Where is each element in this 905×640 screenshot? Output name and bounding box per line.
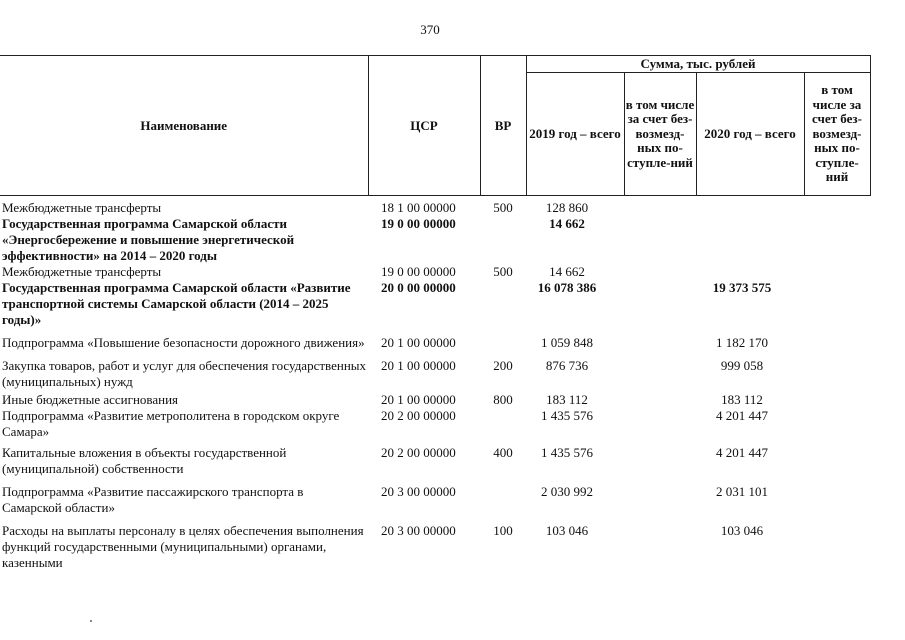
row-name: Подпрограмма «Развитие пассажирского транспорта в Самарской области» bbox=[2, 484, 304, 515]
row-vr: 800 bbox=[493, 392, 513, 407]
row-vr: 200 bbox=[493, 358, 513, 373]
table-row bbox=[0, 440, 870, 477]
row-2020-gratuitous bbox=[804, 408, 870, 440]
row-2020-total: 103 046 bbox=[720, 523, 764, 538]
row-2019-gratuitous bbox=[624, 216, 696, 264]
row-name: Капитальные вложения в объекты государственной (муниципальной) собственности bbox=[2, 445, 287, 476]
row-2020-total: 999 058 bbox=[720, 358, 764, 373]
row-2020-gratuitous bbox=[804, 196, 870, 217]
row-2019-total: 2 030 992 bbox=[541, 484, 593, 499]
row-name: Подпрограмма «Повышение безопасности дорожного движения» bbox=[2, 335, 365, 350]
row-vr bbox=[480, 216, 526, 264]
row-csr: 19 0 00 00000 bbox=[381, 216, 456, 231]
row-vr: 400 bbox=[493, 445, 513, 460]
header-2020-gratuitous: в том числе за счет без-возмезд-ных по-ступле-ний bbox=[804, 73, 870, 196]
row-2019-total: 1 059 848 bbox=[541, 335, 593, 350]
row-2020-total: 4 201 447 bbox=[716, 445, 768, 460]
row-csr: 19 0 00 00000 bbox=[381, 264, 456, 279]
row-csr: 20 2 00 00000 bbox=[381, 445, 456, 460]
row-2020-gratuitous bbox=[804, 477, 870, 516]
row-2020-gratuitous bbox=[804, 216, 870, 264]
row-csr: 20 2 00 00000 bbox=[381, 408, 456, 423]
row-2019-total: 128 860 bbox=[545, 200, 589, 215]
header-row-top bbox=[0, 56, 870, 73]
row-csr: 20 3 00 00000 bbox=[381, 484, 456, 499]
row-2019-gratuitous bbox=[624, 280, 696, 328]
row-vr bbox=[480, 328, 526, 351]
header-name: Наименование bbox=[0, 56, 368, 196]
row-vr: 500 bbox=[493, 264, 513, 279]
row-2019-total: 14 662 bbox=[549, 216, 585, 231]
row-2020-total: 19 373 575 bbox=[712, 280, 772, 295]
row-2019-gratuitous bbox=[624, 264, 696, 280]
row-csr: 18 1 00 00000 bbox=[381, 200, 456, 215]
row-2020-gratuitous bbox=[804, 516, 870, 571]
row-name: Расходы на выплаты персоналу в целях обеспечения выполнения функций государственными (муниципальными) органами, казенными bbox=[2, 523, 364, 570]
row-2019-gratuitous bbox=[624, 408, 696, 440]
row-vr bbox=[480, 280, 526, 328]
row-2019-total: 16 078 386 bbox=[537, 280, 597, 295]
row-2020-gratuitous bbox=[804, 351, 870, 390]
row-2019-gratuitous bbox=[624, 516, 696, 571]
row-2019-total: 876 736 bbox=[545, 358, 589, 373]
row-2019-gratuitous bbox=[624, 196, 696, 217]
table-row bbox=[0, 280, 870, 328]
row-2019-total: 14 662 bbox=[549, 264, 585, 279]
row-2019-gratuitous bbox=[624, 390, 696, 408]
scan-speck bbox=[90, 620, 92, 622]
table-row bbox=[0, 216, 870, 264]
row-name: Подпрограмма «Развитие метрополитена в городском округе Самара» bbox=[2, 408, 340, 439]
row-2020-total: 1 182 170 bbox=[716, 335, 768, 350]
header-vr: ВР bbox=[480, 56, 526, 196]
header-2019-total: 2019 год – всего bbox=[526, 73, 624, 196]
row-vr: 100 bbox=[493, 523, 513, 538]
row-name: Закупка товаров, работ и услуг для обеспечения государственных (муниципальных) нужд bbox=[2, 358, 367, 389]
row-2019-total: 183 112 bbox=[546, 392, 588, 407]
row-name: Межбюджетные трансферты bbox=[2, 200, 162, 215]
page-number: 370 bbox=[420, 22, 440, 37]
row-2020-total: 2 031 101 bbox=[716, 484, 768, 499]
budget-table bbox=[0, 55, 871, 571]
row-2019-gratuitous bbox=[624, 328, 696, 351]
table-row bbox=[0, 328, 870, 351]
row-2019-total: 103 046 bbox=[545, 523, 589, 538]
table-body bbox=[0, 196, 870, 572]
row-vr: 500 bbox=[493, 200, 513, 215]
header-csr: ЦСР bbox=[368, 56, 480, 196]
row-vr bbox=[480, 477, 526, 516]
row-csr: 20 3 00 00000 bbox=[381, 523, 456, 538]
table-row bbox=[0, 264, 870, 280]
header-sum-group: Сумма, тыс. рублей bbox=[526, 56, 870, 73]
row-2019-total: 1 435 576 bbox=[541, 445, 593, 460]
header-2020-total: 2020 год – всего bbox=[696, 73, 804, 196]
table-row bbox=[0, 516, 870, 571]
row-csr: 20 0 00 00000 bbox=[381, 280, 456, 295]
table-row bbox=[0, 196, 870, 217]
row-2020-total bbox=[696, 216, 804, 264]
row-vr bbox=[480, 408, 526, 440]
row-name: Государственная программа Самарской области «Развитие транспортной системы Самарской области (2014 – 2025 годы)» bbox=[2, 280, 351, 327]
row-csr: 20 1 00 00000 bbox=[381, 358, 456, 373]
row-2020-gratuitous bbox=[804, 328, 870, 351]
row-2020-total bbox=[696, 196, 804, 217]
row-name: Иные бюджетные ассигнования bbox=[2, 392, 179, 407]
table-row bbox=[0, 390, 870, 408]
row-csr: 20 1 00 00000 bbox=[381, 335, 456, 350]
row-2020-total bbox=[696, 264, 804, 280]
table-row bbox=[0, 351, 870, 390]
row-2020-gratuitous bbox=[804, 440, 870, 477]
table-row bbox=[0, 408, 870, 440]
header-2019-gratuitous: в том числе за счет без-возмезд-ных по-ступле-ний bbox=[624, 73, 696, 196]
row-2019-gratuitous bbox=[624, 351, 696, 390]
row-2020-gratuitous bbox=[804, 280, 870, 328]
row-2019-total: 1 435 576 bbox=[541, 408, 593, 423]
row-2019-gratuitous bbox=[624, 477, 696, 516]
row-csr: 20 1 00 00000 bbox=[381, 392, 456, 407]
row-2020-total: 183 112 bbox=[721, 392, 763, 407]
row-2020-total: 4 201 447 bbox=[716, 408, 768, 423]
row-name: Государственная программа Самарской области «Энергосбережение и повышение энергетической эффективности» на 2014 – 2020 годы bbox=[2, 216, 295, 263]
row-2019-gratuitous bbox=[624, 440, 696, 477]
row-2020-gratuitous bbox=[804, 264, 870, 280]
row-name: Межбюджетные трансферты bbox=[2, 264, 162, 279]
table-row bbox=[0, 477, 870, 516]
row-2020-gratuitous bbox=[804, 390, 870, 408]
